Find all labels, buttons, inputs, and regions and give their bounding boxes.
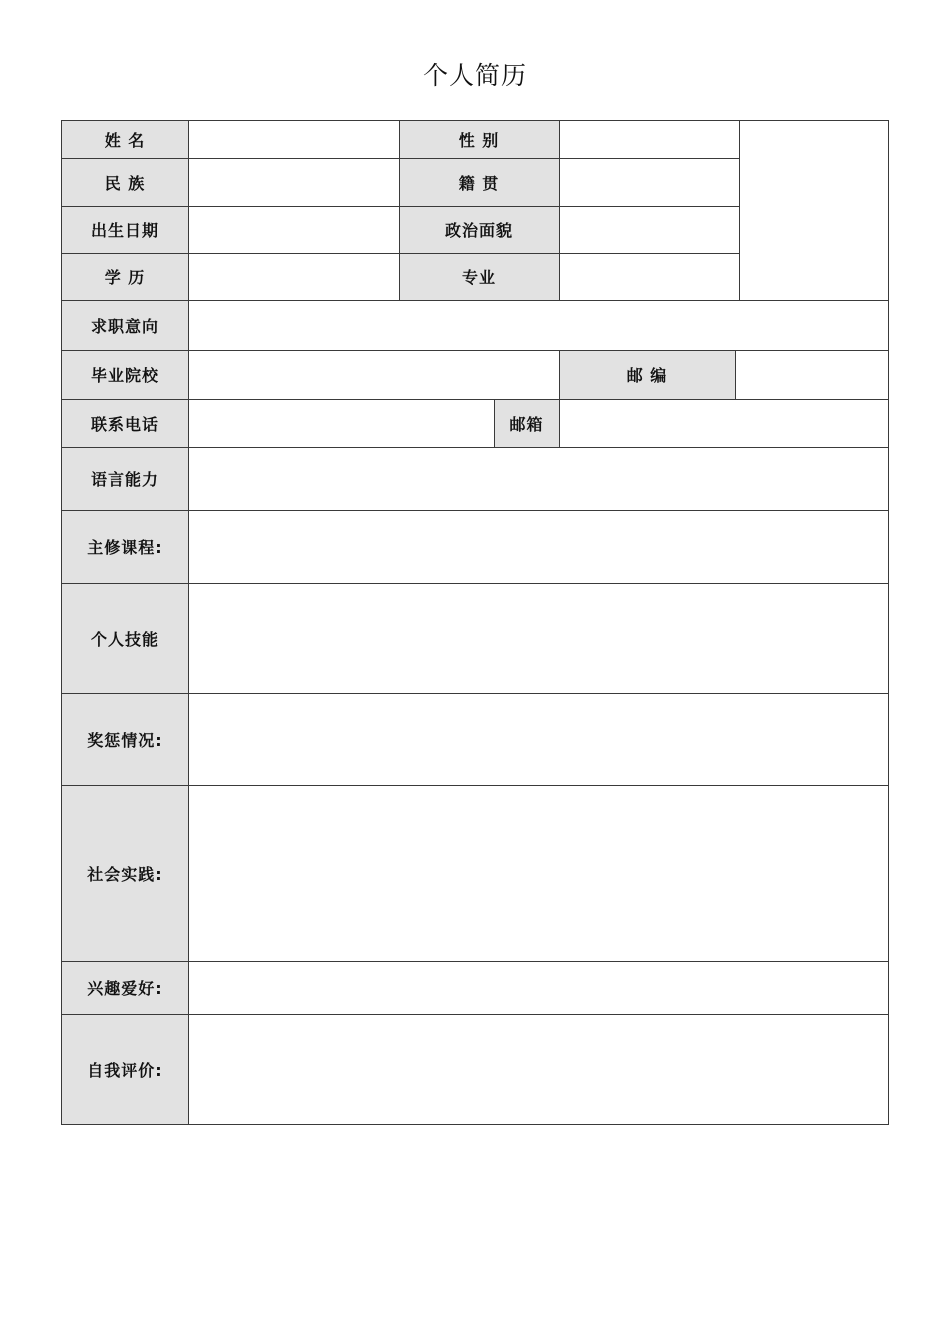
political-status-label: 政治面貌 xyxy=(399,206,559,253)
self-eval-label: 自我评价: xyxy=(62,1014,188,1124)
political-status-field[interactable] xyxy=(559,206,739,253)
photo-area[interactable] xyxy=(739,121,888,300)
grid-line xyxy=(62,350,888,351)
name-field[interactable] xyxy=(188,121,399,158)
education-label: 学 历 xyxy=(62,253,188,300)
grid-line xyxy=(62,1014,888,1015)
grid-line xyxy=(62,158,739,159)
job-intention-field[interactable] xyxy=(188,300,888,350)
practice-label: 社会实践: xyxy=(62,785,188,961)
grid-line xyxy=(62,399,888,400)
email-label: 邮箱 xyxy=(494,399,559,447)
skills-field[interactable] xyxy=(188,583,888,693)
native-place-field[interactable] xyxy=(559,158,739,206)
hobbies-field[interactable] xyxy=(188,961,888,1014)
grid-line xyxy=(62,583,888,584)
language-field[interactable] xyxy=(188,447,888,510)
grid-line xyxy=(62,961,888,962)
native-place-label: 籍 贯 xyxy=(399,158,559,206)
grid-line xyxy=(559,350,560,447)
grid-line xyxy=(559,121,560,300)
school-field[interactable] xyxy=(188,350,559,399)
birth-date-label: 出生日期 xyxy=(62,206,188,253)
grid-line xyxy=(399,121,400,300)
grid-line xyxy=(62,785,888,786)
education-field[interactable] xyxy=(188,253,399,300)
courses-field[interactable] xyxy=(188,510,888,583)
skills-label: 个人技能 xyxy=(62,583,188,693)
phone-field[interactable] xyxy=(188,399,494,447)
postcode-field[interactable] xyxy=(735,350,888,399)
practice-field[interactable] xyxy=(188,785,888,961)
awards-field[interactable] xyxy=(188,693,888,785)
job-intention-label: 求职意向 xyxy=(62,300,188,350)
major-label: 专业 xyxy=(399,253,559,300)
resume-table xyxy=(61,120,889,1125)
grid-line xyxy=(62,206,739,207)
phone-label: 联系电话 xyxy=(62,399,188,447)
ethnicity-label: 民 族 xyxy=(62,158,188,206)
hobbies-label: 兴趣爱好: xyxy=(62,961,188,1014)
grid-line xyxy=(735,350,736,399)
page-title: 个人简历 xyxy=(422,61,527,90)
grid-line xyxy=(62,300,888,301)
awards-label: 奖惩情况: xyxy=(62,693,188,785)
courses-label: 主修课程: xyxy=(62,510,188,583)
grid-line xyxy=(62,447,888,448)
grid-line xyxy=(494,399,495,447)
major-field[interactable] xyxy=(559,253,739,300)
birth-date-field[interactable] xyxy=(188,206,399,253)
language-label: 语言能力 xyxy=(62,447,188,510)
grid-line xyxy=(62,253,739,254)
grid-line xyxy=(62,510,888,511)
grid-line xyxy=(739,121,740,300)
postcode-label: 邮 编 xyxy=(559,350,735,399)
self-eval-field[interactable] xyxy=(188,1014,888,1124)
grid-line xyxy=(62,693,888,694)
gender-label: 性 别 xyxy=(399,121,559,158)
email-field[interactable] xyxy=(559,399,888,447)
school-label: 毕业院校 xyxy=(62,350,188,399)
ethnicity-field[interactable] xyxy=(188,158,399,206)
name-label: 姓 名 xyxy=(62,121,188,158)
gender-field[interactable] xyxy=(559,121,739,158)
grid-line xyxy=(188,121,189,1124)
